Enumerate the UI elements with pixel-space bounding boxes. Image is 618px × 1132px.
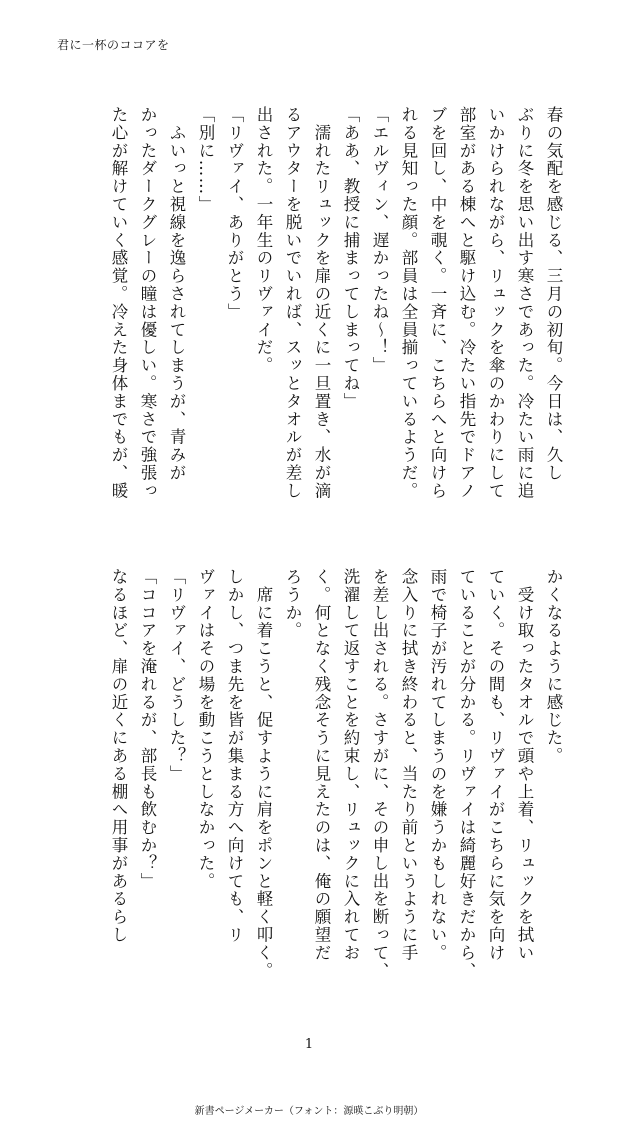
page-number: 1 xyxy=(304,1037,314,1052)
text-line: ぶりに冬を思い出す寒さであった。冷たい雨に追 xyxy=(515,106,534,500)
text-line: ていることが分かる。リヴァイは綺麗好きだから、 xyxy=(457,568,476,980)
text-line: 「エルヴィン、遅かったね〜！」 xyxy=(370,106,389,375)
text-block-upper xyxy=(48,106,568,536)
text-line: 「リヴァイ、ありがとう」 xyxy=(225,106,244,321)
text-line: ヴァイはその場を動こうとしなかった。 xyxy=(196,568,215,891)
text-line: た心が解けていく感覚。冷えた身体までもが、暖 xyxy=(109,106,128,500)
text-line: 春の気配を感じる、三月の初旬。今日は、久し xyxy=(544,106,563,482)
text-line: ブを回し、中を覗く。一斉に、こちらへと向けら xyxy=(428,106,447,500)
text-line: いかけられながら、リュックを傘のかわりにして xyxy=(486,106,505,500)
text-line: ろうか。 xyxy=(283,568,302,640)
text-line: れる見知った顔。部員は全員揃っているようだ。 xyxy=(399,106,418,500)
text-line: 席に着こうと、促すように肩をポンと軽く叩く。 xyxy=(254,568,273,980)
text-block-lower xyxy=(48,568,568,998)
text-line: かくなるように感じた。 xyxy=(544,568,563,765)
text-line: ていく。その間も、リヴァイがこちらに気を向け xyxy=(486,568,505,962)
text-line: 受け取ったタオルで頭や上着、リュックを拭い xyxy=(515,568,534,962)
text-line: を差し出される。さすがに、その申し出を断って、 xyxy=(370,568,389,980)
text-line: しかし、つま先を皆が集まる方へ向けても、リ xyxy=(225,568,244,944)
text-line: かったダークグレーの瞳は優しい。寒さで強張っ xyxy=(138,106,157,500)
text-line: 雨で椅子が汚れてしまうのを嫌うかもしれない。 xyxy=(428,568,447,962)
text-line: 部室がある棟へと駆け込む。冷たい指先でドアノ xyxy=(457,106,476,500)
text-line: 出された。一年生のリヴァイだ。 xyxy=(254,106,273,375)
text-line: なるほど、扉の近くにある棚へ用事があるらし xyxy=(109,568,128,944)
text-line: 濡れたリュックを扉の近くに一旦置き、水が滴 xyxy=(312,106,331,500)
text-line: 念入りに拭き終わると、当たり前というように手 xyxy=(399,568,418,962)
page-title: 君に一杯のココアを xyxy=(57,38,170,52)
text-line: 「ココアを淹れるが、部長も飲むか？」 xyxy=(138,568,157,891)
text-line: るアウターを脱いでいれば、スッとタオルが差し xyxy=(283,106,302,500)
text-line: 「リヴァイ、どうした？」 xyxy=(167,568,186,783)
text-line: く。何となく残念そうに見えたのは、俺の願望だ xyxy=(312,568,331,962)
text-line: 洗濯して返すことを約束し、リュックに入れてお xyxy=(341,568,360,962)
text-line: 「別に……」 xyxy=(196,106,215,214)
text-line: ふいっと視線を逸らされてしまうが、青みが xyxy=(167,106,186,482)
text-line: 「ああ、教授に捕まってしまってね」 xyxy=(341,106,360,411)
footer-credit: 新書ページメーカー（フォント：源暎こぶり明朝） xyxy=(194,1106,424,1117)
